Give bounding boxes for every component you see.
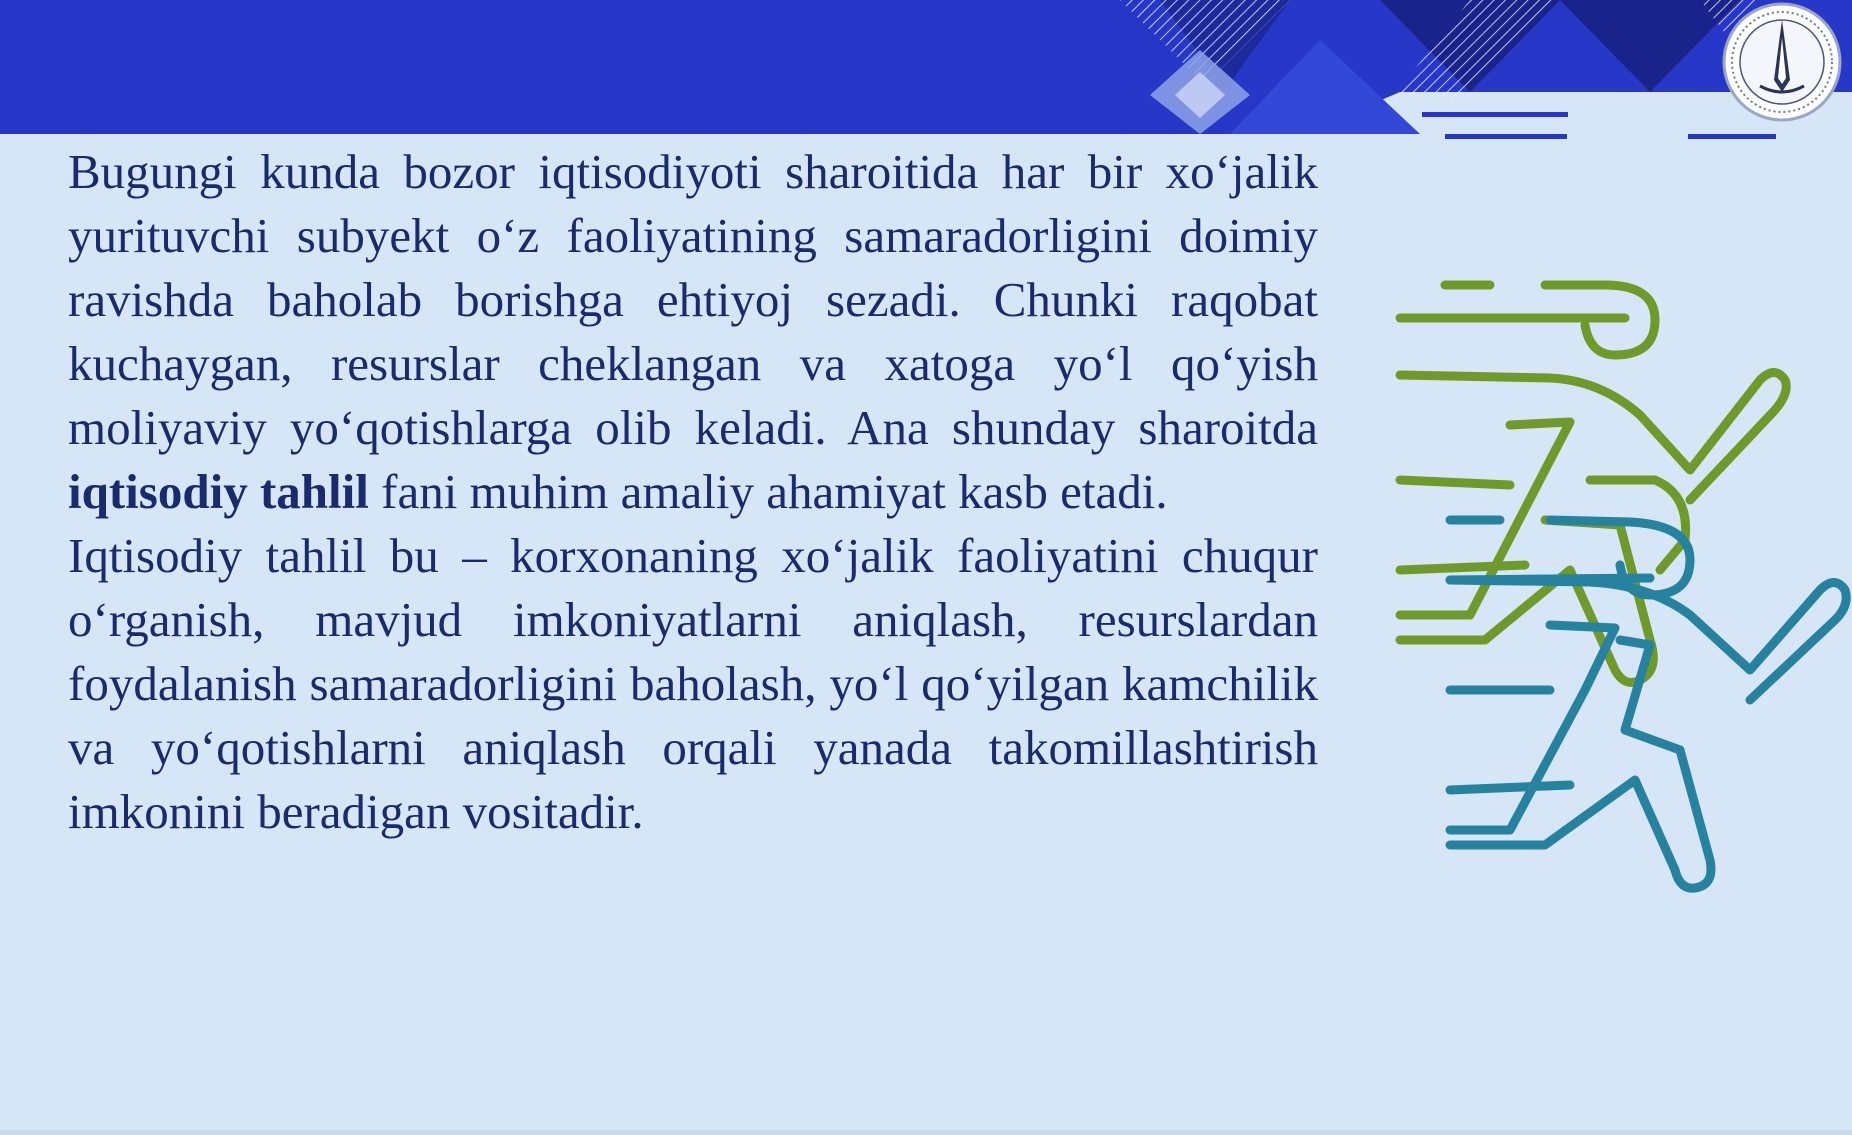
emphasis-term: iqtisodiy tahlil (68, 464, 369, 519)
header-decoration (0, 0, 1852, 134)
bottom-divider (0, 1130, 1852, 1135)
header-accent-line (1445, 134, 1567, 139)
header-band (0, 0, 1852, 134)
header-accent-line (1688, 134, 1776, 139)
university-emblem-icon (1720, 0, 1844, 124)
paragraph-intro-start: Bugungi kunda bozor iqtisodiyoti sharoitida har bir xo‘jalik yurituvchi subyekt o‘z faoliyatining samaradorligini doimiy ravishda baholab borishga ehtiyoj sezadi. Chunki raqobat kuchaygan, resurslar cheklangan va xatoga yo‘l qo‘yish moliyaviy yo‘qotishlarga olib keladi. Ana shunday sharoitda (68, 144, 1318, 455)
paragraph-intro-end: fani muhim amaliy ahamiyat kasb etadi. (368, 464, 1168, 519)
paragraph-definition: Iqtisodiy tahlil bu – korxonaning xo‘jalik faoliyatini chuqur o‘rganish, mavjud imkoniyatlarni aniqlash, resurslardan foydalanish samaradorligini baholash, yo‘l qo‘yilgan kamchilik va yo‘qotishlarni aniqlash orqali yanada takomillashtirish imkonini beradigan vositadir. (68, 528, 1318, 839)
running-figures-icon (1390, 270, 1852, 910)
paragraph-intro (68, 140, 1318, 524)
body-text (68, 140, 1318, 844)
